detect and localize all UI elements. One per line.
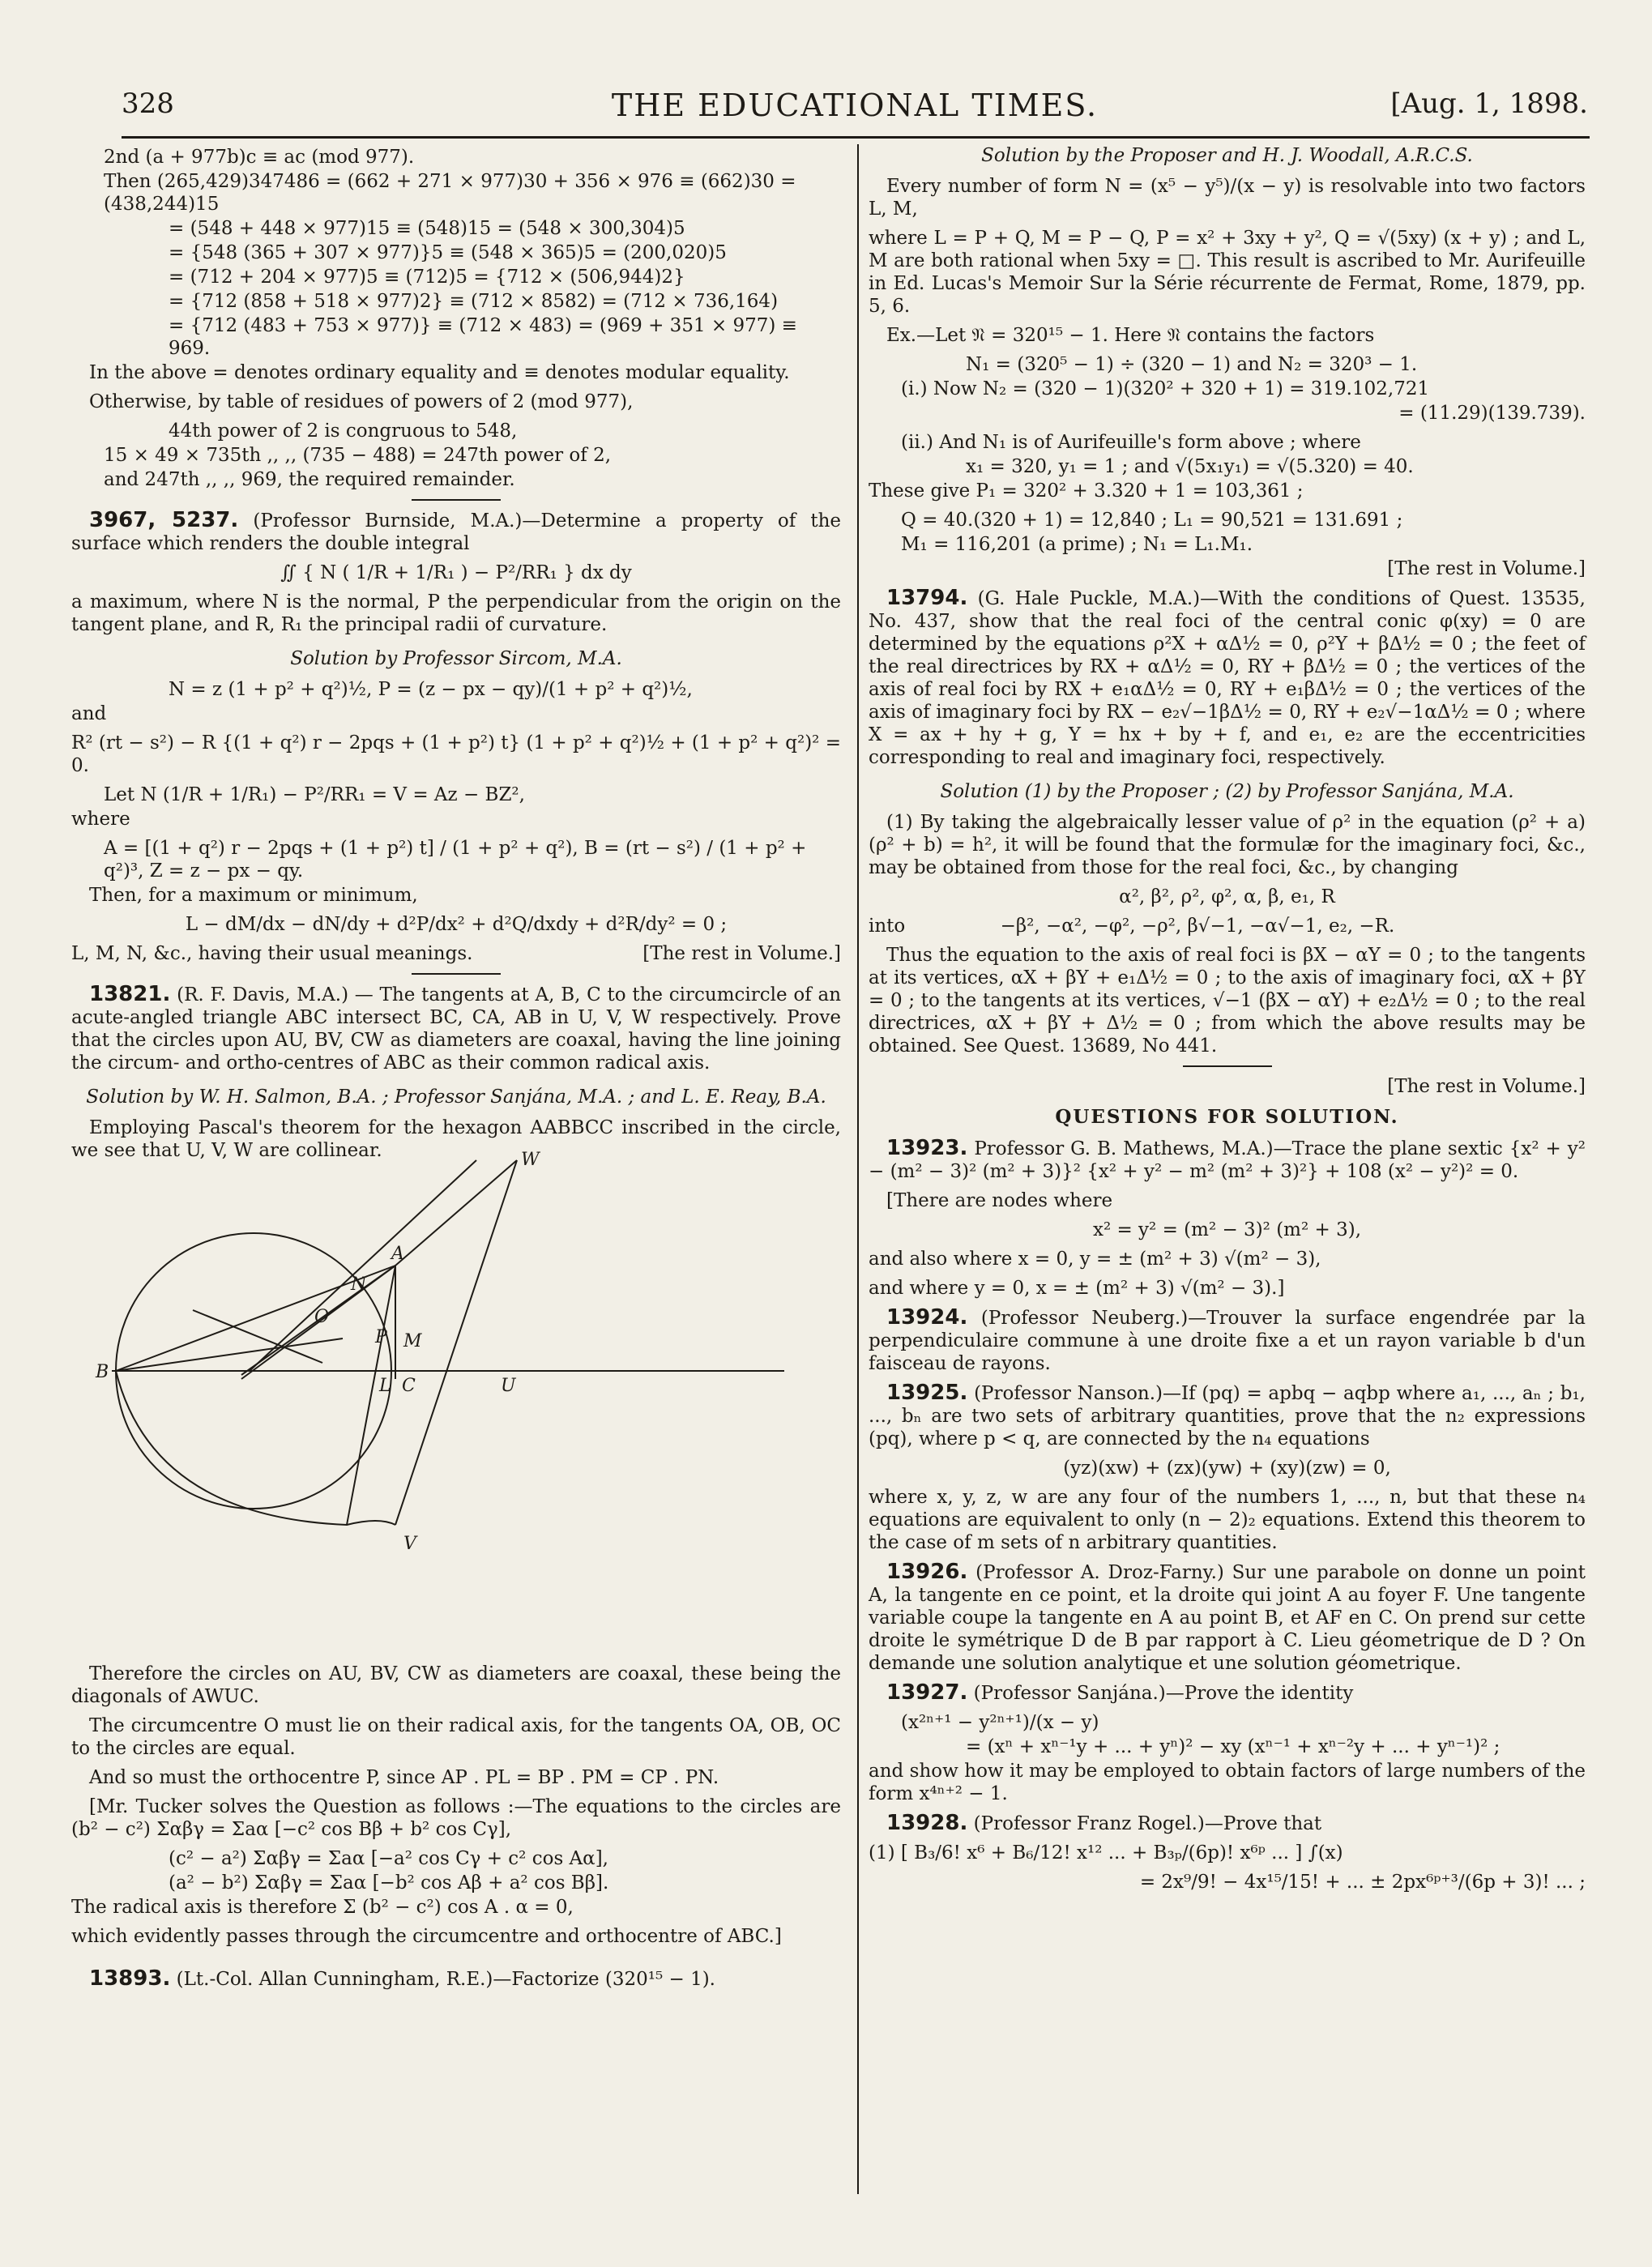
section-rule bbox=[412, 973, 501, 975]
equation-line: = {712 (483 + 753 × 977)} ≡ (712 × 483) = (969 + 351 × 977) ≡ 969. bbox=[169, 315, 797, 359]
text-span: −β², −α², −φ², −ρ², β√−1, −α√−1, e₂, −R. bbox=[1000, 916, 1395, 937]
text-line bbox=[71, 942, 841, 965]
rest-in-volume: [The rest in Volume.] bbox=[1387, 1076, 1586, 1097]
curve-v bbox=[116, 1371, 395, 1525]
paragraph: And so must the orthocentre P, since AP . PL = BP . PM = CP . PN. bbox=[89, 1767, 719, 1788]
question-3967 bbox=[71, 509, 841, 555]
solution-heading: Solution by the Proposer and H. J. Woodall, A.R.C.S. bbox=[981, 145, 1473, 166]
paragraph: Thus the equation to the axis of real foci is βX − αY = 0 ; to the tangents at its vertices, αX + βY + e₁Δ½ = 0 ; to the axis of imaginary foci, αX + βY = 0 ; to the tangents at its vertices, √−1 (βX − αY) + e₂Δ½ = 0 ; to the real directrices, αX + βY + Δ½ = 0 ; from which the above results may be obtained. See Quest. 13689, No 441. bbox=[869, 945, 1586, 1057]
text-span: L, M, N, &c., having their usual meanings. bbox=[71, 943, 473, 964]
paragraph: The circumcentre O must lie on their radical axis, for the tangents OA, OB, OC to the circles are equal. bbox=[71, 1715, 841, 1759]
question-13923 bbox=[869, 1137, 1586, 1183]
rest-in-volume: [The rest in Volume.] bbox=[642, 943, 841, 964]
equation-line: L − dM/dx − dN/dy + d²P/dx² + d²Q/dxdy + d²R/dy² = 0 ; bbox=[185, 914, 728, 935]
text-line: Then (265,429)347486 = (662 + 271 × 977)30 + 356 × 976 ≡ (662)30 = (438,244)15 bbox=[104, 171, 796, 215]
label-o: O bbox=[314, 1307, 330, 1327]
equation-line: Q = 40.(320 + 1) = 12,840 ; L₁ = 90,521 = 131.691 ; bbox=[901, 510, 1403, 531]
equation-line: (yz)(xw) + (zx)(yw) + (xy)(zw) = 0, bbox=[1063, 1458, 1391, 1479]
label-u: U bbox=[501, 1376, 516, 1396]
solution-heading: Solution by W. H. Salmon, B.A. ; Professor Sanjána, M.A. ; and L. E. Reay, B.A. bbox=[86, 1087, 826, 1108]
question-text: (Professor Burnside, M.A.)—Determine a property of the surface which renders the double integral bbox=[71, 510, 841, 554]
text-line: where bbox=[71, 809, 130, 830]
text-line: (ii.) And N₁ is of Aurifeuille's form above ; where bbox=[901, 432, 1361, 453]
question-text: (G. Hale Puckle, M.A.)—With the conditions of Quest. 13535, No. 437, show that the real foci of the central conic φ(xy) = 0 are determined by the equations ρ²X + αΔ½ = 0, ρ²Y + βΔ½ = 0 ; the feet of the real directrices by RX + αΔ½ = 0, RY + βΔ½ = 0 ; the vertices of the axis of real foci by RX + e₁αΔ½ = 0, RY + e₁βΔ½ = 0 ; the vertices of the axis of imaginary foci by RX − e₂√−1βΔ½ = 0, RY + e₂√−1αΔ½ = 0 ; where X = ax + hy + g, Y = hx + by + f, and e₁, e₂ are the eccentricities corresponding to real and imaginary foci, respectively. bbox=[869, 588, 1586, 768]
section-heading: QUESTIONS FOR SOLUTION. bbox=[1055, 1106, 1399, 1128]
text-line: 15 × 49 × 735th ,, ,, (735 − 488) = 247th power of 2, bbox=[104, 445, 612, 466]
text-line: [There are nodes where bbox=[886, 1190, 1113, 1211]
question-number: 13924. bbox=[886, 1305, 968, 1330]
label-b: B bbox=[96, 1362, 109, 1382]
question-13927 bbox=[869, 1681, 1586, 1705]
text-line: and bbox=[71, 703, 107, 724]
question-text: (Professor Nanson.)—If (pq) = apbq − aqbp where a₁, ..., aₙ ; b₁, ..., bₙ are two sets of arbitrary quantities, prove that the n₂ expressions (pq), where p < q, are connected by the n₄ equations bbox=[869, 1383, 1586, 1449]
column-divider bbox=[857, 144, 859, 2194]
equation-line: (a² − b²) Σαβγ = Σaα [−b² cos Aβ + a² cos Bβ]. bbox=[169, 1872, 609, 1893]
question-13926 bbox=[869, 1560, 1586, 1675]
equation-line: = (11.29)(139.739). bbox=[1398, 403, 1586, 424]
question-13925 bbox=[869, 1381, 1586, 1450]
equation-line: M₁ = 116,201 (a prime) ; N₁ = L₁.M₁. bbox=[901, 534, 1253, 555]
equation-line: and where y = 0, x = ± (m² + 3) √(m² − 3).] bbox=[869, 1278, 1285, 1299]
solution-heading: Solution by Professor Sircom, M.A. bbox=[290, 648, 622, 669]
paragraph: Every number of form N = (x⁵ − y⁵)/(x − y) is resolvable into two factors L, M, bbox=[869, 176, 1586, 220]
paragraph: Otherwise, by table of residues of powers of 2 (mod 977), bbox=[89, 391, 634, 412]
question-text: (Professor Sanjána.)—Prove the identity bbox=[973, 1683, 1354, 1704]
text-line: and 247th ,, ,, 969, the required remainder. bbox=[104, 469, 515, 490]
question-text: Professor G. B. Mathews, M.A.)—Trace the plane sextic {x² + y² − (m² − 3)² (m² + 3)}² {x² + y² − m² (m² + 3)²} + 108 (x² − y²)² = 0. bbox=[869, 1138, 1586, 1182]
equation-line: R² (rt − s²) − R {(1 + q²) r − 2pqs + (1 + p²) t} (1 + p² + q²)½ + (1 + p² + q²)² = 0. bbox=[71, 732, 841, 776]
equation-line: = (xⁿ + xⁿ⁻¹y + ... + yⁿ)² − xy (xⁿ⁻¹ + xⁿ⁻²y + ... + yⁿ⁻¹)² ; bbox=[966, 1736, 1500, 1757]
rest-in-volume: [The rest in Volume.] bbox=[1387, 558, 1586, 579]
question-13928 bbox=[869, 1812, 1586, 1835]
label-m: M bbox=[403, 1331, 422, 1351]
paragraph: In the above = denotes ordinary equality and ≡ denotes modular equality. bbox=[89, 362, 790, 383]
paragraph: and show how it may be employed to obtain factors of large numbers of the form x⁴ⁿ⁺² − 1. bbox=[869, 1761, 1586, 1804]
paragraph: where L = P + Q, M = P − Q, P = x² + 3xy + y², Q = √(5xy) (x + y) ; and L, M are both rational when 5xy = □. This result is ascribed to Mr. Aurifeuille in Ed. Lucas's Memoir Sur la Série récurrente de Fermat, Rome, 1879, pp. 5, 6. bbox=[869, 228, 1586, 317]
paragraph: where x, y, z, w are any four of the numbers 1, ..., n, but that these n₄ equations are equivalent to only (n − 2)₂ equations. Extend this theorem to the case of m sets of n arbitrary quantities. bbox=[869, 1487, 1586, 1553]
text-line: 2nd (a + 977b)c ≡ ac (mod 977). bbox=[104, 147, 415, 168]
question-number: 13925. bbox=[886, 1381, 968, 1405]
question-13924 bbox=[869, 1306, 1586, 1375]
question-number: 13928. bbox=[886, 1811, 968, 1835]
equation-line: (i.) Now N₂ = (320 − 1)(320² + 320 + 1) = 319.102,721 bbox=[901, 378, 1430, 399]
question-number: 13923. bbox=[886, 1136, 968, 1160]
equation-line: (c² − a²) Σαβγ = Σaα [−a² cos Cγ + c² cos Aα], bbox=[169, 1848, 608, 1869]
line-cw bbox=[250, 1160, 476, 1371]
equation-line: These give P₁ = 320² + 3.320 + 1 = 103,361 ; bbox=[869, 480, 1304, 502]
paragraph: a maximum, where N is the normal, P the perpendicular from the origin on the tangent plane, and R, R₁ the principal radii of curvature. bbox=[71, 591, 841, 635]
section-rule bbox=[412, 499, 501, 501]
equation-line: Let N (1/R + 1/R₁) − P²/RR₁ = V = Az − BZ², bbox=[104, 784, 525, 805]
question-number: 3967, 5237. bbox=[89, 508, 239, 532]
question-number: 13794. bbox=[886, 586, 968, 610]
paragraph: (1) By taking the algebraically lesser value of ρ² in the equation (ρ² + a)(ρ² + b) = h², it will be found that the formulæ for the imaginary foci, &c., may be obtained from those for the real foci, &c., by changing bbox=[869, 812, 1586, 878]
label-w: W bbox=[521, 1150, 540, 1170]
label-l: L bbox=[379, 1376, 391, 1396]
equation-line: N₁ = (320⁵ − 1) ÷ (320 − 1) and N₂ = 320³ − 1. bbox=[966, 354, 1418, 375]
equation-line: α², β², ρ², φ², α, β, e₁, R bbox=[1119, 886, 1335, 907]
issue-date: [Aug. 1, 1898. bbox=[1390, 88, 1588, 120]
label-c: C bbox=[402, 1376, 416, 1396]
question-text: (Lt.-Col. Allan Cunningham, R.E.)—Factorize (320¹⁵ − 1). bbox=[176, 1969, 715, 1990]
question-number: 13821. bbox=[89, 982, 171, 1006]
equation-line: and also where x = 0, y = ± (m² + 3) √(m² − 3), bbox=[869, 1249, 1321, 1270]
left-column bbox=[71, 144, 841, 1997]
figure-svg bbox=[71, 1150, 800, 1654]
equation-line: x² = y² = (m² − 3)² (m² + 3), bbox=[1092, 1219, 1362, 1240]
equation-line: (x²ⁿ⁺¹ − y²ⁿ⁺¹)/(x − y) bbox=[901, 1712, 1099, 1733]
text-line: which evidently passes through the circumcentre and orthocentre of ABC.] bbox=[71, 1926, 782, 1947]
page-header bbox=[122, 88, 1588, 133]
text-line: Ex.—Let 𝔑 = 320¹⁵ − 1. Here 𝔑 contains the factors bbox=[886, 325, 1375, 346]
label-n: N bbox=[351, 1274, 367, 1295]
equation-line: = {712 (858 + 518 × 977)2} ≡ (712 × 8582) = (712 × 736,164) bbox=[169, 291, 779, 312]
equation-line: = (548 + 448 × 977)15 ≡ (548)15 = (548 × 300,304)5 bbox=[169, 218, 685, 239]
equation-line: x₁ = 320, y₁ = 1 ; and √(5x₁y₁) = √(5.320) = 40. bbox=[966, 456, 1414, 477]
page-number: 328 bbox=[122, 88, 174, 120]
question-13794 bbox=[869, 587, 1586, 769]
text-line: Then, for a maximum or minimum, bbox=[89, 885, 418, 906]
text-span: into bbox=[869, 916, 906, 937]
label-a: A bbox=[391, 1244, 404, 1264]
label-p: P bbox=[375, 1327, 387, 1347]
section-rule bbox=[1183, 1065, 1272, 1067]
text-line: 44th power of 2 is congruous to 548, bbox=[169, 421, 518, 442]
question-number: 13927. bbox=[886, 1680, 968, 1705]
question-number: 13893. bbox=[89, 1966, 171, 1991]
line-bm bbox=[116, 1338, 343, 1371]
right-column bbox=[869, 144, 1586, 1900]
equation-line bbox=[869, 915, 1586, 937]
equation-line: = {548 (365 + 307 × 977)}5 ≡ (548 × 365)5 = (200,020)5 bbox=[169, 242, 727, 263]
equation-line: A = [(1 + q²) r − 2pqs + (1 + p²) t] / (1 + p² + q²), B = (rt − s²) / (1 + p² + q²)³, Z = z − px − qy. bbox=[104, 838, 807, 882]
paragraph: [Mr. Tucker solves the Question as follows :—The equations to the circles are (b² − c²) Σαβγ = Σaα [−c² cos Bβ + b² cos Cγ], bbox=[71, 1796, 841, 1840]
equation-line: = (712 + 204 × 977)5 ≡ (712)5 = {712 × (506,944)2} bbox=[169, 267, 685, 288]
geometry-figure bbox=[71, 1150, 800, 1654]
paragraph: Therefore the circles on AU, BV, CW as diameters are coaxal, these being the diagonals of AWUC. bbox=[71, 1663, 841, 1707]
question-13821 bbox=[71, 983, 841, 1074]
integral-equation: ∬ { N ( 1/R + 1/R₁ ) − P²/RR₁ } dx dy bbox=[280, 562, 632, 583]
question-13893 bbox=[71, 1967, 841, 1991]
text-line: The radical axis is therefore Σ (b² − c²) cos A . α = 0, bbox=[71, 1897, 574, 1918]
header-rule bbox=[122, 136, 1590, 139]
label-v: V bbox=[403, 1534, 416, 1554]
question-text: (Professor Franz Rogel.)—Prove that bbox=[973, 1813, 1322, 1834]
equation-line: = 2x⁹/9! − 4x¹⁵/15! + ... ± 2px⁶ᵖ⁺³/(6p + 3)! ... ; bbox=[1139, 1872, 1586, 1893]
equation-line: (1) [ B₃/6! x⁶ + B₆/12! x¹² ... + B₃ₚ/(6p)! x⁶ᵖ ... ] ∫(x) bbox=[869, 1842, 1343, 1864]
paragraph: Employing Pascal's theorem for the hexagon AABBCC inscribed in the circle, we see that U, V, W are collinear. bbox=[71, 1117, 841, 1161]
equation-line: N = z (1 + p² + q²)½, P = (z − px − qy)/(1 + p² + q²)½, bbox=[169, 679, 693, 700]
solution-heading: Solution (1) by the Proposer ; (2) by Professor Sanjána, M.A. bbox=[940, 781, 1514, 802]
question-number: 13926. bbox=[886, 1560, 968, 1584]
journal-title: THE EDUCATIONAL TIMES. bbox=[611, 88, 1099, 123]
question-text: (Professor Neuberg.)—Trouver la surface engendrée par la perpendiculaire commune à une droite fixe a et un rayon variable b d'un faisceau de rayons. bbox=[869, 1308, 1586, 1374]
question-text: (R. F. Davis, M.A.) — The tangents at A, B, C to the circumcircle of an acute-angled triangle ABC intersect BC, CA, AB in U, V, W respectively. Prove that the circles upon AU, BV, CW as diameters are coaxal, having the line joining the circum- and ortho-centres of ABC as their common radical axis. bbox=[71, 984, 842, 1074]
question-text: (Professor A. Droz-Farny.) Sur une parabole on donne un point A, la tangente en ce point, et la droite qui joint A au foyer F. Une tangente variable coupe la tangente en A au point B, et AF en C. On prend sur cette droite le symétrique D de B par rapport à C. Lieu géometrique de D ? On demande une solution analytique et une solution géometrique. bbox=[869, 1562, 1586, 1674]
